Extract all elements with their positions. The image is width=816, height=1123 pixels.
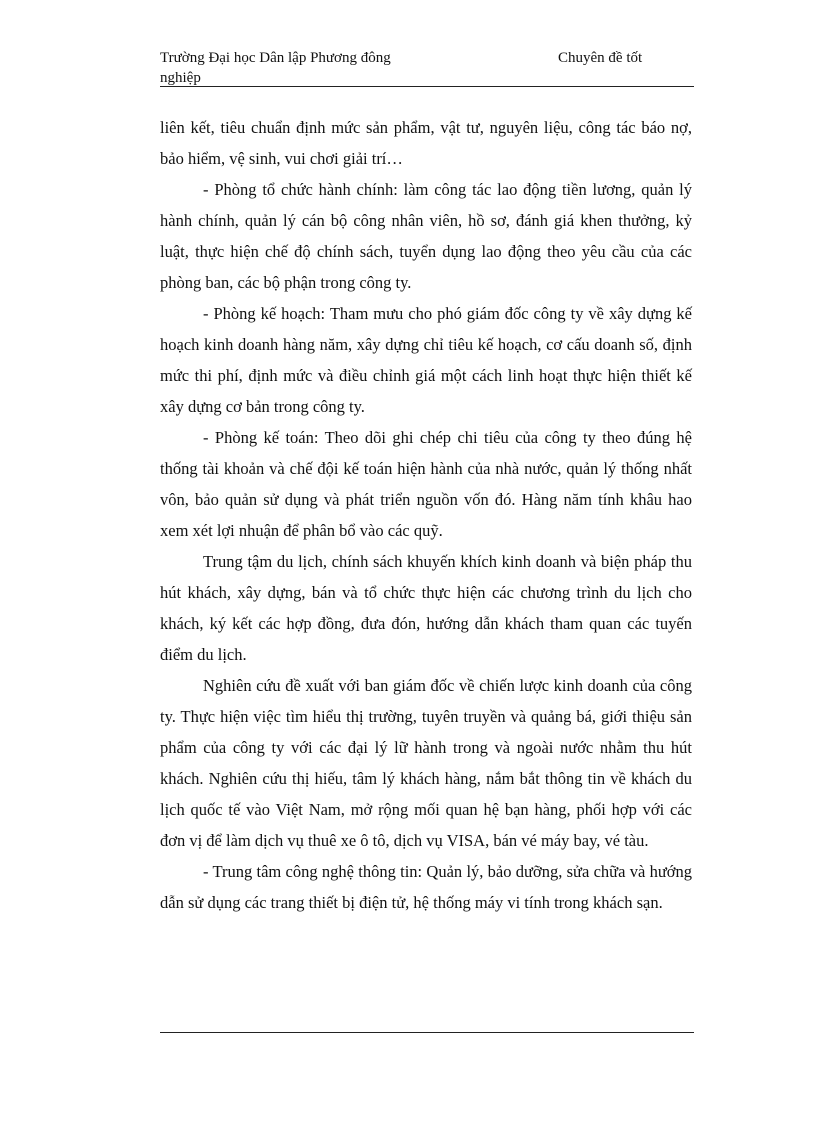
header-document-type: Chuyên đề tốt: [558, 50, 643, 66]
paragraph-admin-department: - Phòng tổ chức hành chính: làm công tác lao động tiền lương, quản lý hành chính, quản lý cán bộ công nhân viên, hồ sơ, đánh giá khen thưởng, kỷ luật, thực hiện chế độ chính sách, tuyển dụng lao động theo yêu cầu của các phòng ban, các bộ phận trong công ty.: [160, 180, 692, 292]
paragraph-planning-department: - Phòng kế hoạch: Tham mưu cho phó giám đốc công ty về xây dựng kế hoạch kinh doanh hàng năm, xây dựng chỉ tiêu kế hoạch, cơ cấu doanh số, định mức thi phí, định mức và điều chỉnh giá một cách linh hoạt thực hiện thiết kế xây dựng cơ bản trong công ty.: [160, 304, 692, 416]
header-divider: [160, 86, 694, 87]
header-continuation: nghiệp: [160, 70, 201, 86]
paragraph-accounting-department: - Phòng kế toán: Theo dõi ghi chép chi tiêu của công ty theo đúng hệ thống tài khoản và chế đội kế toán hiện hành của nhà nước, quản lý thống nhất vôn, bảo quản sử dụng và phát triển nguồn vốn đó. Hàng năm tính khâu hao xem xét lợi nhuận để phân bổ vào các quỹ.: [160, 428, 692, 540]
header-school-line: Trường Đại học Dân lập Phương đông: [160, 50, 391, 66]
header-school-name: [160, 48, 500, 88]
paragraph-continuation: liên kết, tiêu chuẩn định mức sản phẩm, vật tư, nguyên liệu, công tác báo nợ, bảo hiểm, vệ sinh, vui chơi giải trí…: [160, 118, 692, 168]
paragraph-research: Nghiên cứu đề xuất với ban giám đốc về chiến lược kinh doanh của công ty. Thực hiện việc tìm hiểu thị trường, tuyên truyền và quảng bá, giới thiệu sản phẩm của công ty với các đại lý lữ hành trong và ngoài nước nhằm thu hút khách. Nghiên cứu thị hiếu, tâm lý khách hàng, nắm bắt thông tin về khách du lịch quốc tế vào Việt Nam, mở rộng mối quan hệ bạn hàng, phối hợp với các đơn vị để làm dịch vụ thuê xe ô tô, dịch vụ VISA, bán vé máy bay, vé tàu.: [160, 676, 692, 850]
paragraph-tourism-center: Trung tậm du lịch, chính sách khuyến khích kinh doanh và biện pháp thu hút khách, xây dựng, bán và tổ chức thực hiện các chương trình du lịch cho khách, ký kết các hợp đồng, đưa đón, hướng dẫn khách tham quan các tuyến điểm du lịch.: [160, 552, 692, 664]
page-header: [160, 48, 694, 88]
document-body: [160, 112, 692, 918]
footer-divider: [160, 1032, 694, 1033]
paragraph-it-center: - Trung tâm công nghệ thông tin: Quản lý, bảo dưỡng, sửa chữa và hướng dẫn sử dụng các trang thiết bị điện tử, hệ thống máy vi tính trong khách sạn.: [160, 862, 692, 912]
